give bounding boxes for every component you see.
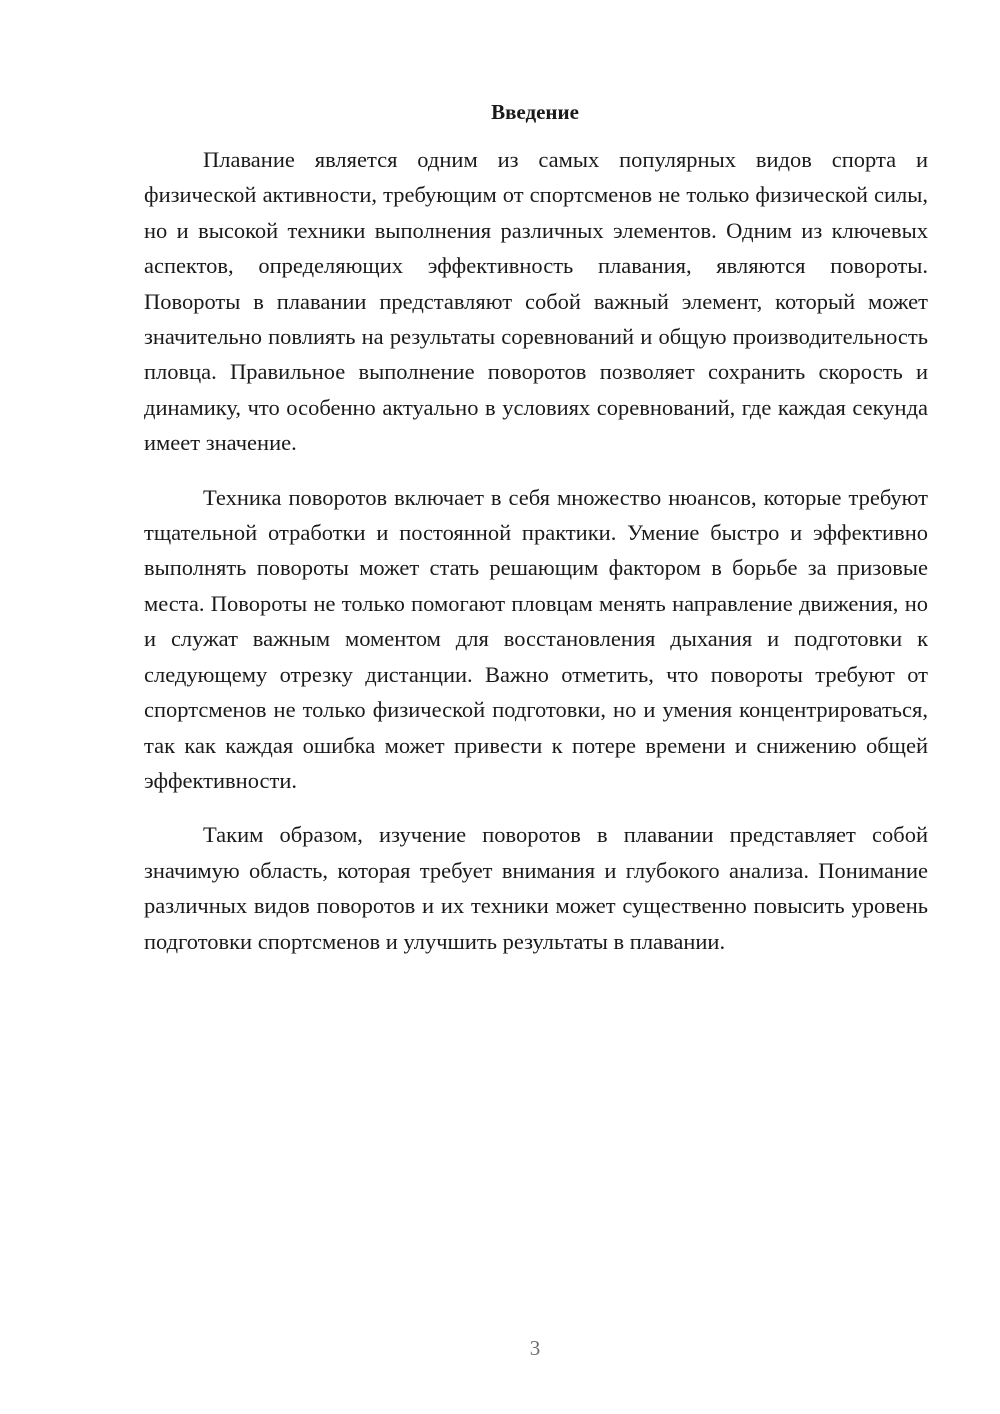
section-title: Введение (491, 100, 579, 124)
paragraph-1: Плавание является одним из самых популярных видов спорта и физической активности, требующим от спортсменов не только физической силы, но и высокой техники выполнения различных элементов. Одним из ключевых аспектов, определяющих эффективность плавания, являются повороты. Повороты в плавании представляют собой важный элемент, который может значительно повлиять на результаты соревнований и общую производительность пловца. Правильное выполнение поворотов позволяет сохранить скорость и динамику, что особенно актуально в условиях соревнований, где каждая секунда имеет значение. (144, 147, 928, 456)
paragraph-2: Техника поворотов включает в себя множество нюансов, которые требуют тщательной отработки и постоянной практики. Умение быстро и эффективно выполнять повороты может стать решающим фактором в борьбе за призовые места. Повороты не только помогают пловцам менять направление движения, но и служат важным моментом для восстановления дыхания и подготовки к следующему отрезку дистанции. Важно отметить, что повороты требуют от спортсменов не только физической подготовки, но и умения концентрироваться, так как каждая ошибка может привести к потере времени и снижению общей эффективности. (144, 484, 928, 793)
page-number: 3 (529, 1336, 541, 1360)
paragraph-3: Таким образом, изучение поворотов в плавании представляет собой значимую область, которая требует внимания и глубокого анализа. Понимание различных видов поворотов и их техники может существенно повысить уровень подготовки спортсменов и улучшить результаты в плавании. (144, 822, 928, 954)
body-text (144, 142, 928, 959)
